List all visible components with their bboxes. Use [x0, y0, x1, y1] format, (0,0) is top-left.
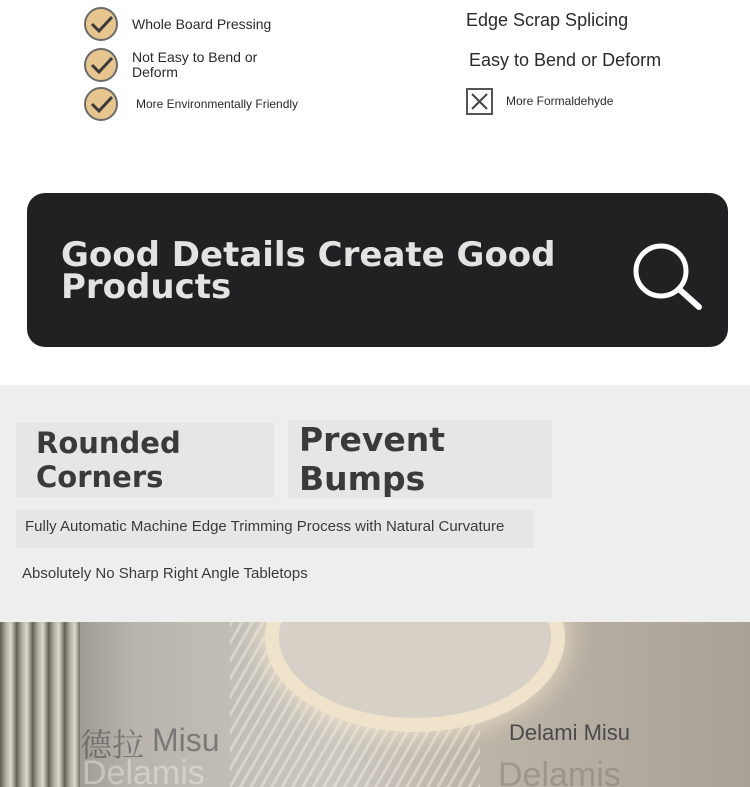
advantage-item	[84, 48, 282, 82]
banner-title: Good Details Create Good Products	[61, 235, 556, 307]
features-section	[0, 385, 750, 622]
feature-description: Absolutely No Sharp Right Angle Tabletops	[22, 565, 308, 582]
search-icon	[633, 243, 703, 318]
feature-description: Fully Automatic Machine Edge Trimming Process with Natural Curvature	[16, 510, 534, 548]
disadvantage-label: More Formaldehyde	[506, 94, 614, 108]
feature-title-rounded-corners: Rounded Corners	[16, 423, 274, 497]
check-circle-icon	[84, 87, 118, 121]
advantage-label: More Environmentally Friendly	[136, 96, 299, 111]
watermark-faded: Delamis	[498, 756, 621, 787]
check-circle-icon	[84, 7, 118, 41]
curtain-image	[0, 622, 80, 787]
disadvantage-item	[466, 88, 613, 115]
check-circle-icon	[84, 48, 118, 82]
details-banner	[27, 193, 728, 347]
brand-name: Delami Misu	[509, 720, 631, 745]
product-photo	[0, 622, 750, 787]
advantage-item	[84, 7, 271, 41]
disadvantage-label: Easy to Bend or Deform	[469, 50, 662, 70]
advantage-item	[84, 87, 298, 121]
x-box-icon	[466, 88, 493, 115]
watermark-brand: Misu	[152, 722, 220, 758]
advantage-label: Whole Board Pressing	[132, 15, 272, 32]
advantage-label: Not Easy to Bend or Deform	[132, 49, 258, 80]
watermark-faded: Delamis	[82, 754, 205, 787]
comparison-section	[0, 0, 750, 385]
disadvantage-label: Edge Scrap Splicing	[466, 10, 629, 30]
feature-title-prevent-bumps: Prevent Bumps	[288, 420, 552, 498]
watermark-cn: 德拉	[80, 727, 145, 763]
